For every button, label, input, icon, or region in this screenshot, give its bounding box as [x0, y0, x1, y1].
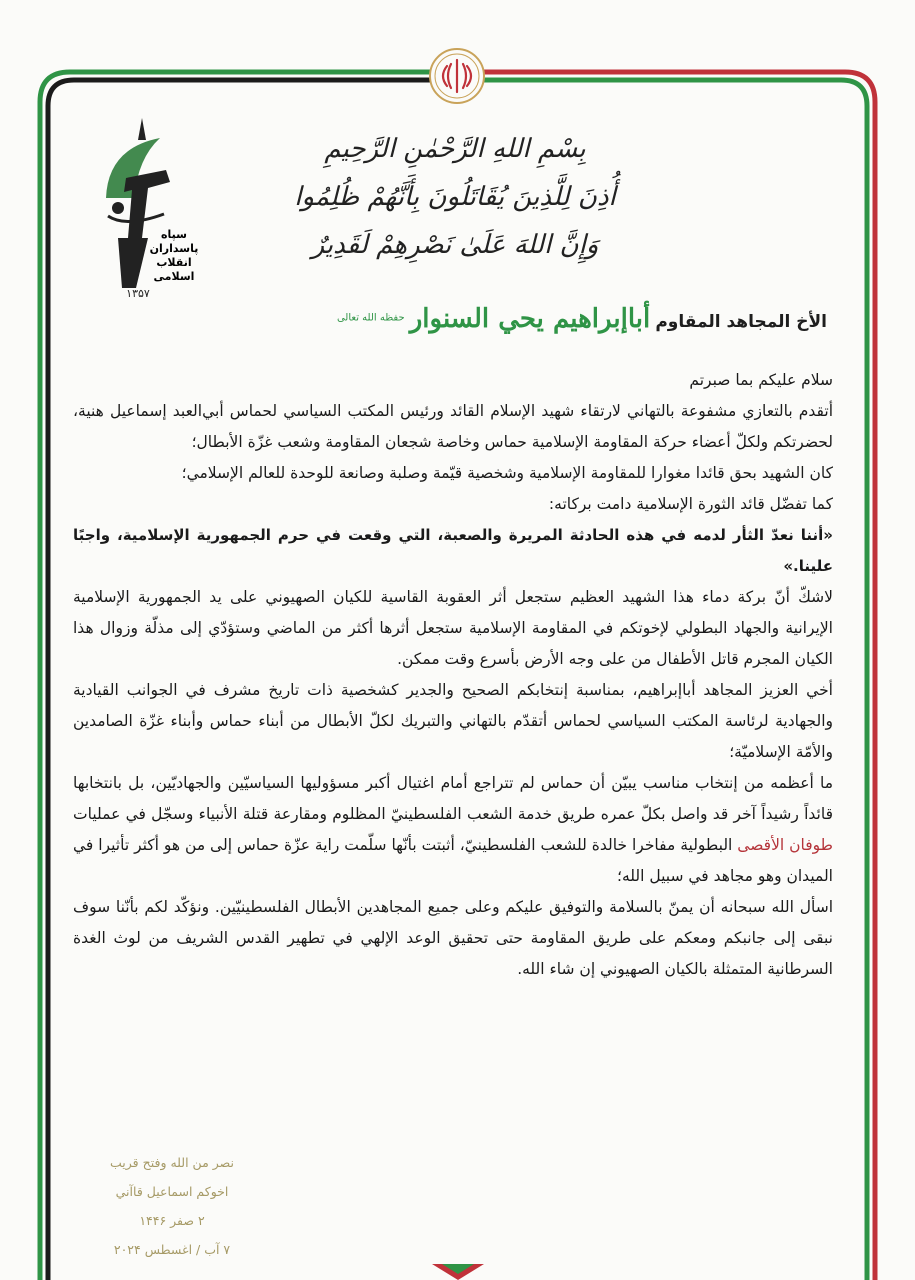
irgc-logo-icon [78, 118, 206, 308]
signature-name: اخوكم اسماعيل قاآني [115, 1184, 229, 1199]
recipient-name: أباإبراهيم يحي السنوار [409, 304, 651, 334]
logo-line-4: اسلامی [153, 270, 195, 283]
salutation [337, 304, 827, 334]
recipient-honorific: حفظه الله تعالى [336, 312, 405, 324]
paragraph [73, 768, 833, 892]
logo-line-3: انقلاب [156, 256, 192, 269]
logo-year: ۱۳۵۷ [126, 287, 150, 300]
leader-quote: «أننا نعدّ الثأر لدمه في هذه الحادثة المريرة والصعبة، التي وقعت في حرم الجمهورية الإسلامية، واجبًا علينا.» [73, 526, 833, 575]
signature-hijri-date: ۲ صفر ۱۴۴۶ [139, 1213, 205, 1228]
signature-block [92, 1148, 252, 1264]
signature-gregorian-date: ۷ آب / اغسطس ۲۰۲۴ [113, 1242, 231, 1257]
verse-line-2: وَإِنَّ اللهَ عَلَىٰ نَصْرِهِمْ لَقَدِيرٌ [311, 230, 599, 260]
basmala-line: بِسْمِ اللهِ الرَّحْمٰنِ الرَّحِيمِ [324, 134, 586, 164]
salutation-prefix: الأخ المجاهد المقاوم [655, 312, 827, 332]
paragraph: لاشكّ أنّ بركة دماء هذا الشهيد العظيم ستجعل أثر العقوبة القاسية للكيان الصهيوني على يد الجمهورية الإسلامية الإيرانية والجهاد البطولي لإخوتكم في المقاومة الإسلامية ستجعل أثرها أكثر من الماضي وستؤدّي إلى مذلّة وزوال هذا الكيان المجرم قاتل الأطفال من على وجه الأرض بأسرع وقت ممكن. [73, 588, 833, 668]
paragraph: أتقدم بالتعازي مشفوعة بالتهاني لارتقاء شهيد الإسلام القائد ورئيس المكتب السياسي لحماس أبي‌العبد إسماعيل هنية، لحضرتكم ولكلّ أعضاء حركة المقاومة الإسلامية حماس وخاصة شجعان المقاومة وشعب غزّة الأبطال؛ [73, 402, 833, 451]
verse-line-1: أُذِنَ لِلَّذِينَ يُقَاتَلُونَ بِأَنَّهُمْ ظُلِمُوا [294, 182, 616, 212]
paragraph-part: البطولية مفاخرا خالدة للشعب الفلسطينيّ، أثبتت بأنّها سلّمت راية عزّة حماس إلى من هو أكثر تأثيرا في الميدان وهو مجاهد في سبيل الله؛ [73, 836, 833, 885]
paragraph: أخي العزيز المجاهد أباإبراهيم، بمناسبة إنتخابكم الصحيح والجدير كشخصية ذات تاريخ مشرف في الجوانب القيادية والجهادية لرئاسة المكتب السياسي لحماس أتقدّم بالتهاني والتبريك لكلّ الأبطال من أبناء حماس وأبناء غزّة الصامدين والأمّة الإسلاميّة؛ [73, 681, 833, 761]
paragraph: كان الشهيد بحق قائدا مغوارا للمقاومة الإسلامية وشخصية قيّمة وصلبة وصانعة للوحدة للعالم الإسلامي؛ [181, 464, 833, 482]
basmala-verse [290, 125, 620, 269]
letter-body [73, 365, 833, 985]
logo-line-1: سپاه [161, 228, 187, 241]
operation-name-highlight: طوفان الأقصى [737, 836, 833, 854]
paragraph: كما تفضّل قائد الثورة الإسلامية دامت بركاته: [548, 495, 833, 513]
paragraph-part: ما أعظمه من إنتخاب مناسب يبيّن أن حماس لم تتراجع أمام اغتيال أكبر مسؤوليها السياسيّين والجهاديّين، بل بانتخابها قائداً رشيداً آخر قد واصل بكلّ عمره طريق خدمة الشعب الفلسطينيّ المظلوم ومقارعة قتلة الأنبياء وسجّل في عمليات [73, 774, 833, 823]
bottom-flag-icon [432, 1264, 484, 1280]
paragraph: اسأل الله سبحانه أن يمنّ بالسلامة والتوفيق عليكم وعلى جميع المجاهدين الأبطال الفلسطينيّين. ونؤكّد لكم بأنّنا سوف نبقى إلى جانبكم ومعكم على طريق المقاومة حتى تحقيق الوعد الإلهي في تطهير القدس الشريف من لوث الغدة السرطانية المتمثلة بالكيان الصهيوني إن شاء الله. [73, 898, 833, 978]
iran-emblem-icon [427, 46, 487, 106]
paragraph: سلام عليكم بما صبرتم [689, 371, 833, 389]
signature-motto: نصر من الله وفتح قريب [110, 1155, 234, 1170]
logo-line-2: پاسداران [149, 242, 199, 255]
